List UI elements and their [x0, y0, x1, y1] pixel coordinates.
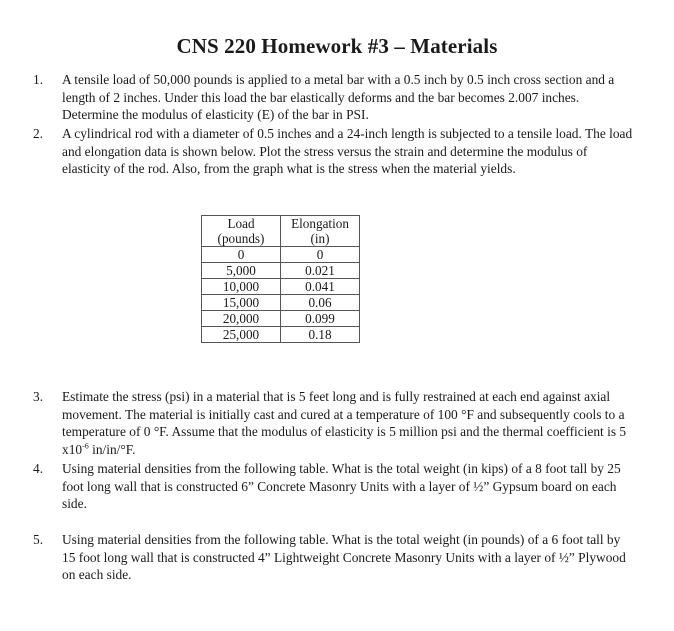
problem-number: 4. [33, 461, 44, 476]
cell-elongation: 0.021 [281, 263, 360, 279]
cell-load: 25,000 [202, 327, 281, 343]
header-elongation: Elongation (in) [281, 216, 360, 247]
table-row [202, 327, 360, 343]
cell-load: 10,000 [202, 279, 281, 295]
header-load: Load (pounds) [202, 216, 281, 247]
cell-load: 5,000 [202, 263, 281, 279]
table-row [202, 247, 360, 263]
problem-number: 2. [33, 126, 44, 141]
table-row [202, 263, 360, 279]
cell-elongation: 0.099 [281, 311, 360, 327]
cell-elongation: 0.041 [281, 279, 360, 295]
problem-4 [33, 460, 633, 513]
problem-1 [33, 71, 633, 124]
problem-text: A tensile load of 50,000 pounds is applied to a metal bar with a 0.5 inch by 0.5 inch cross section and a length of 2 inches. Under this load the bar elastically deforms and the bar becomes 2.007 inches. Determine the modulus of elasticity (E) of the bar in PSI. [62, 72, 615, 123]
problem-text [62, 388, 633, 458]
page-title: CNS 220 Homework #3 – Materials [176, 34, 498, 58]
exponent: -6 [82, 441, 89, 451]
cell-load: 20,000 [202, 311, 281, 327]
cell-load: 15,000 [202, 295, 281, 311]
load-elongation-table [201, 215, 360, 343]
problem-text: A cylindrical rod with a diameter of 0.5 inches and a 24-inch length is subjected to a tensile load. The load and elongation data is shown below. Plot the stress versus the strain and determine the modulus of elasticity of the rod. Also, from the graph what is the stress when the material yields. [62, 126, 633, 177]
problem-number: 5. [33, 532, 44, 547]
problem-5 [33, 531, 633, 584]
problem-3 [33, 388, 633, 458]
problem-2 [33, 125, 633, 178]
cell-elongation: 0 [281, 247, 360, 263]
table-header-row [202, 216, 360, 247]
problem-text: Using material densities from the following table. What is the total weight (in pounds) of a 6 foot tall by 15 foot long wall that is constructed 4” Lightweight Concrete Masonry Units with a layer of ½” Plywood on each side. [62, 532, 626, 583]
problem-text-main: Estimate the stress (psi) in a material that is 5 feet long and is fully restrained at each end against axial movement. The material is initially cast and cured at a temperature of 100 °F and subsequently cools to a temperature of 0 °F. Assume that the modulus of elasticity is 5 million psi and the thermal coefficient is 5 x10 [62, 389, 627, 457]
cell-elongation: 0.06 [281, 295, 360, 311]
problem-text: Using material densities from the following table. What is the total weight (in kips) of a 8 foot tall by 25 foot long wall that is constructed 6” Concrete Masonry Units with a layer of ½” Gypsum board on each side. [62, 461, 621, 512]
table-row [202, 279, 360, 295]
cell-elongation: 0.18 [281, 327, 360, 343]
cell-load: 0 [202, 247, 281, 263]
problem-number: 1. [33, 72, 44, 87]
problem-number: 3. [33, 389, 44, 404]
table-row [202, 295, 360, 311]
table-row [202, 311, 360, 327]
problem-text-units: in/in/°F. [88, 441, 136, 457]
